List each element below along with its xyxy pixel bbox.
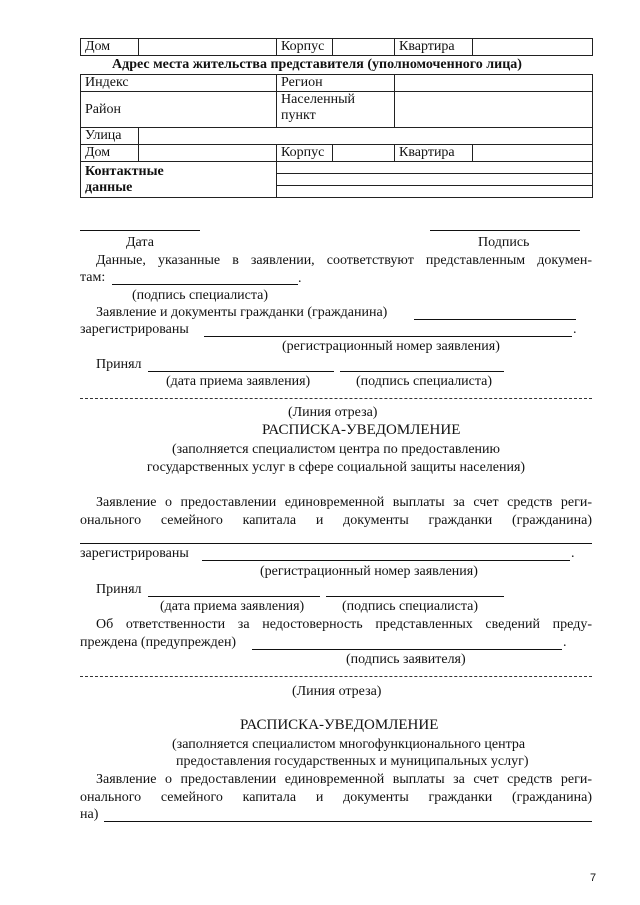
docs-registered-text: Заявление и документы гражданки (гражданина)	[96, 305, 388, 320]
building-value[interactable]	[333, 39, 395, 56]
receipt1-statement-2: онального семейного капитала и документы гражданки (гражданина)	[80, 513, 592, 528]
apartment-label: Квартира	[395, 39, 473, 56]
rep-address-title: Адрес места жительства представителя (уполномоченного лица)	[112, 57, 522, 72]
top-address-table	[80, 38, 593, 56]
cut-line-2-caption: (Линия отреза)	[292, 684, 382, 699]
accepted-label: Принял	[96, 357, 142, 372]
receipt1-statement-1: Заявление о предоставлении единовременной выплаты за счет средств реги-	[96, 495, 592, 510]
receipt1-citizen-line[interactable]	[80, 543, 592, 544]
rep-address-table	[80, 74, 593, 198]
house-value[interactable]	[139, 39, 277, 56]
data-conformity-text-end: там:	[80, 270, 106, 285]
specialist-signature-caption: (подпись специалиста)	[132, 288, 269, 303]
receipt2-title: РАСПИСКА-УВЕДОМЛЕНИЕ	[240, 717, 439, 733]
receipt1-applicant-signature-caption: (подпись заявителя)	[346, 652, 466, 667]
accept-date-line[interactable]	[148, 371, 334, 372]
receipt1-liability-2: преждена (предупрежден)	[80, 635, 237, 650]
receipt1-accept-signature-caption: (подпись специалиста)	[342, 599, 479, 614]
receipt1-reg-number-line[interactable]	[202, 560, 570, 561]
rep-building-label: Корпус	[277, 145, 333, 162]
region-value[interactable]	[395, 75, 593, 92]
receipt1-applicant-sign-line[interactable]	[252, 649, 562, 650]
registered-label: зарегистрированы	[80, 322, 189, 337]
receipt2-statement-1: Заявление о предоставлении единовременной выплаты за счет средств реги-	[96, 772, 592, 787]
region-label: Регион	[277, 75, 395, 92]
index-label: Индекс	[81, 75, 277, 92]
house-label: Дом	[81, 39, 139, 56]
receipt1-reg-number-caption: (регистрационный номер заявления)	[260, 564, 478, 579]
locality-value[interactable]	[395, 92, 593, 128]
receipt1-accepted-label: Принял	[96, 582, 142, 597]
reg-dot: .	[573, 322, 577, 337]
street-label: Улица	[81, 128, 139, 145]
rep-apartment-value[interactable]	[473, 145, 593, 162]
receipt1-accept-date-line[interactable]	[148, 596, 320, 597]
receipt1-liability-1: Об ответственности за недостоверность представленных сведений преду-	[96, 617, 592, 632]
rep-house-label: Дом	[81, 145, 139, 162]
receipt1-accept-signature-line[interactable]	[326, 596, 504, 597]
page-number: 7	[590, 872, 597, 884]
street-value[interactable]	[139, 128, 593, 145]
district-label: Район	[81, 92, 277, 128]
receipt1-subtitle-1: (заполняется специалистом центра по предоставлению	[171, 442, 501, 457]
rep-house-value[interactable]	[139, 145, 277, 162]
accept-signature-caption: (подпись специалиста)	[356, 374, 493, 389]
receipt1-accept-date-caption: (дата приема заявления)	[160, 599, 305, 614]
building-label: Корпус	[277, 39, 333, 56]
receipt1-registered-label: зарегистрированы	[80, 546, 189, 561]
signature-caption: Подпись	[478, 235, 530, 250]
reg-number-caption: (регистрационный номер заявления)	[282, 339, 500, 354]
receipt1-title: РАСПИСКА-УВЕДОМЛЕНИЕ	[262, 422, 461, 438]
receipt2-citizen-line[interactable]	[104, 821, 592, 822]
date-caption: Дата	[126, 235, 154, 250]
date-line[interactable]	[80, 230, 200, 231]
receipt1-applicant-dot: .	[563, 635, 567, 650]
data-conformity-text: Данные, указанные в заявлении, соответствуют представленным докумен-	[96, 253, 592, 268]
signature-line[interactable]	[430, 230, 580, 231]
receipt2-subtitle-2: предоставления государственных и муниципальных услуг)	[176, 754, 529, 769]
cut-line-1	[80, 398, 592, 399]
conformity-dot: .	[298, 271, 302, 286]
contacts-label: Контактные данные	[81, 162, 277, 198]
receipt2-subtitle-1: (заполняется специалистом многофункционального центра	[172, 737, 526, 752]
receipt2-statement-2: онального семейного капитала и документы гражданки (гражданина)	[80, 790, 592, 805]
locality-label: Населенный пункт	[277, 92, 395, 128]
conformity-sign-line[interactable]	[112, 284, 298, 285]
contacts-value[interactable]	[277, 162, 593, 198]
rep-apartment-label: Квартира	[395, 145, 473, 162]
accept-date-caption: (дата приема заявления)	[166, 374, 311, 389]
reg-number-line[interactable]	[204, 336, 572, 337]
rep-building-value[interactable]	[333, 145, 395, 162]
receipt1-reg-dot: .	[571, 546, 575, 561]
apartment-value[interactable]	[473, 39, 593, 56]
cut-line-1-caption: (Линия отреза)	[288, 405, 378, 420]
cut-line-2	[80, 676, 592, 677]
receipt2-statement-3: на)	[80, 807, 99, 822]
accept-signature-line[interactable]	[340, 371, 504, 372]
receipt1-subtitle-2: государственных услуг в сфере социальной защиты населения)	[146, 460, 526, 475]
citizen-name-line[interactable]	[414, 319, 576, 320]
